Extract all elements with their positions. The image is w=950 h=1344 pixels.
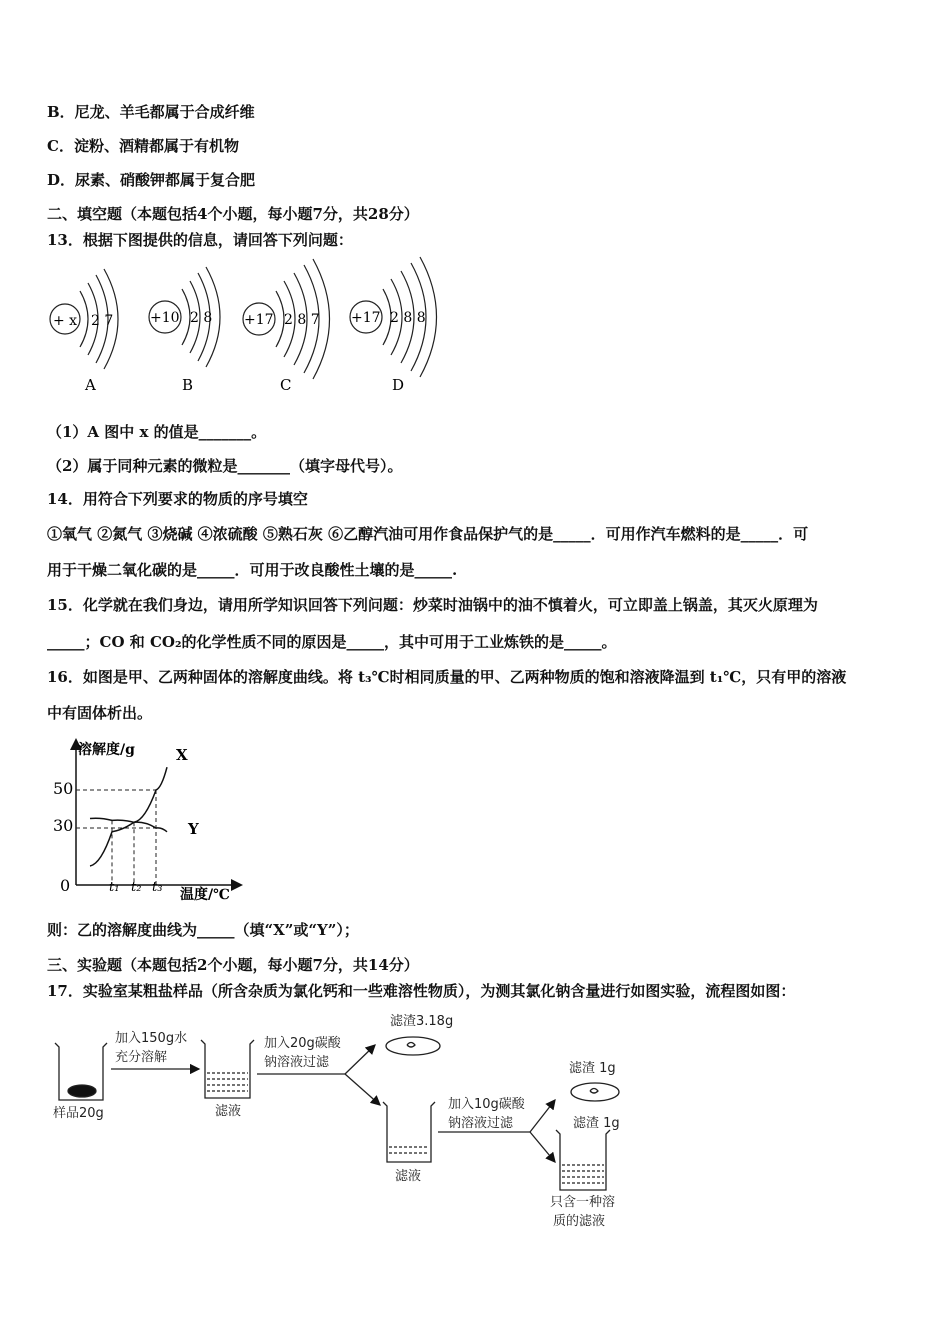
q13-sub2: （2）属于同种元素的微粒是_______（填字母代号）。 — [47, 457, 403, 475]
beaker-sample — [55, 1043, 107, 1100]
x-axis-label: 温度/℃ — [180, 887, 230, 903]
solubility-chart — [40, 735, 250, 905]
flow-final-1: 只含一种溶 — [550, 1195, 616, 1210]
y-tick-30: 30 — [53, 816, 74, 835]
section-3-heading: 三、实验题（本题包括2个小题，每小题7分，共14分） — [47, 956, 419, 974]
flow-residue-3: 滤渣 1g — [573, 1116, 620, 1131]
flow-filtrate-2: 滤液 — [395, 1169, 422, 1184]
atom-c-label: C — [280, 376, 292, 394]
option-c: C．淀粉、酒精都属于有机物 — [47, 137, 239, 155]
beaker-final — [556, 1130, 610, 1190]
q16-line1: 16．如图是甲、乙两种固体的溶解度曲线。将 t₃℃时相同质量的甲、乙两种物质的饱和溶液降温到 t₁℃，只有甲的溶液 — [47, 668, 847, 686]
q14-line1: ①氧气 ②氮气 ③烧碱 ④浓硫酸 ⑤熟石灰 ⑥乙醇汽油可用作食品保护气的是_____．可用作汽车燃料的是_____．可 — [47, 525, 809, 543]
arrow-2-down — [345, 1074, 380, 1105]
atom-a-nucleus: + x — [53, 313, 78, 329]
series-x-label: X — [176, 746, 188, 764]
y-tick-50: 50 — [53, 779, 74, 798]
q14-stem: 14．用符合下列要求的物质的序号填空 — [47, 490, 308, 508]
flow-step1b: 充分溶解 — [115, 1050, 168, 1065]
option-b: B．尼龙、羊毛都属于合成纤维 — [47, 103, 255, 121]
q16-line2: 中有固体析出。 — [47, 704, 153, 722]
flow-sample: 样品20g — [53, 1106, 104, 1121]
beaker-filtrate-2 — [383, 1102, 435, 1162]
curve-x — [90, 767, 167, 866]
atom-a-label: A — [85, 376, 96, 394]
atom-d-nucleus: +17 — [351, 310, 381, 326]
x-tick-t3: t₃ — [152, 880, 163, 895]
atom-b-nucleus: +10 — [150, 310, 180, 326]
flow-step3: 加入10g碳酸 — [448, 1097, 525, 1112]
arrow-3-down — [530, 1132, 555, 1162]
q14-line2: 用于干燥二氧化碳的是_____．可用于改良酸性土壤的是_____. — [47, 561, 458, 579]
q16-answer: 则：乙的溶解度曲线为_____（填“X”或“Y”）； — [47, 921, 359, 939]
q17-stem: 17．实验室某粗盐样品（所含杂质为氯化钙和一些难溶性物质），为测其氯化钠含量进行如图实验，流程图如图： — [47, 982, 796, 1000]
arrow-2-up — [345, 1045, 375, 1074]
atom-structure-diagrams — [40, 255, 460, 400]
dish-residue-1 — [386, 1037, 440, 1055]
flow-step2b: 钠溶液过滤 — [264, 1055, 330, 1070]
atom-c-electrons: 2 8 7 — [284, 312, 320, 328]
section-2-heading: 二、填空题（本题包括4个小题，每小题7分，共28分） — [47, 205, 419, 223]
atom-d-label: D — [392, 376, 405, 394]
q13-sub1: （1）A 图中 x 的值是_______。 — [47, 423, 267, 441]
x-tick-t1: t₁ — [109, 880, 120, 895]
arrow-3-up — [530, 1100, 555, 1132]
flow-final-2: 质的滤液 — [553, 1214, 606, 1229]
x-tick-t2: t₂ — [131, 880, 142, 895]
q15-line1: 15．化学就在我们身边，请用所学知识回答下列问题：炒菜时油锅中的油不慎着火，可立即盖上锅盖，其灭火原理为 — [47, 596, 818, 614]
y-axis-label: 溶解度/g — [78, 742, 135, 758]
flow-residue-2: 滤渣 1g — [569, 1061, 616, 1076]
atom-b-label: B — [182, 376, 194, 394]
atom-a-electrons: 2 7 — [91, 313, 114, 329]
dish-residue-2 — [571, 1083, 619, 1101]
flow-step3b: 钠溶液过滤 — [448, 1116, 514, 1131]
series-y-label: Y — [188, 820, 199, 838]
q13-stem: 13．根据下图提供的信息，请回答下列问题： — [47, 231, 353, 249]
experiment-flowchart — [45, 1005, 645, 1235]
flow-filtrate-1: 滤液 — [215, 1104, 242, 1119]
beaker-filtrate-1 — [201, 1040, 254, 1098]
flow-step1: 加入150g水 — [115, 1031, 188, 1046]
atom-d-electrons: 2 8 8 — [390, 310, 426, 326]
q15-line2: _____；CO 和 CO₂的化学性质不同的原因是_____，其中可用于工业炼铁的是_____。 — [47, 633, 617, 651]
flow-residue-1: 滤渣3.18g — [390, 1014, 454, 1029]
origin-label: 0 — [60, 876, 71, 895]
option-d: D．尿素、硝酸钾都属于复合肥 — [47, 171, 256, 189]
atom-c-nucleus: +17 — [244, 312, 274, 328]
atom-b-electrons: 2 8 — [190, 310, 213, 326]
flow-step2: 加入20g碳酸 — [264, 1036, 341, 1051]
